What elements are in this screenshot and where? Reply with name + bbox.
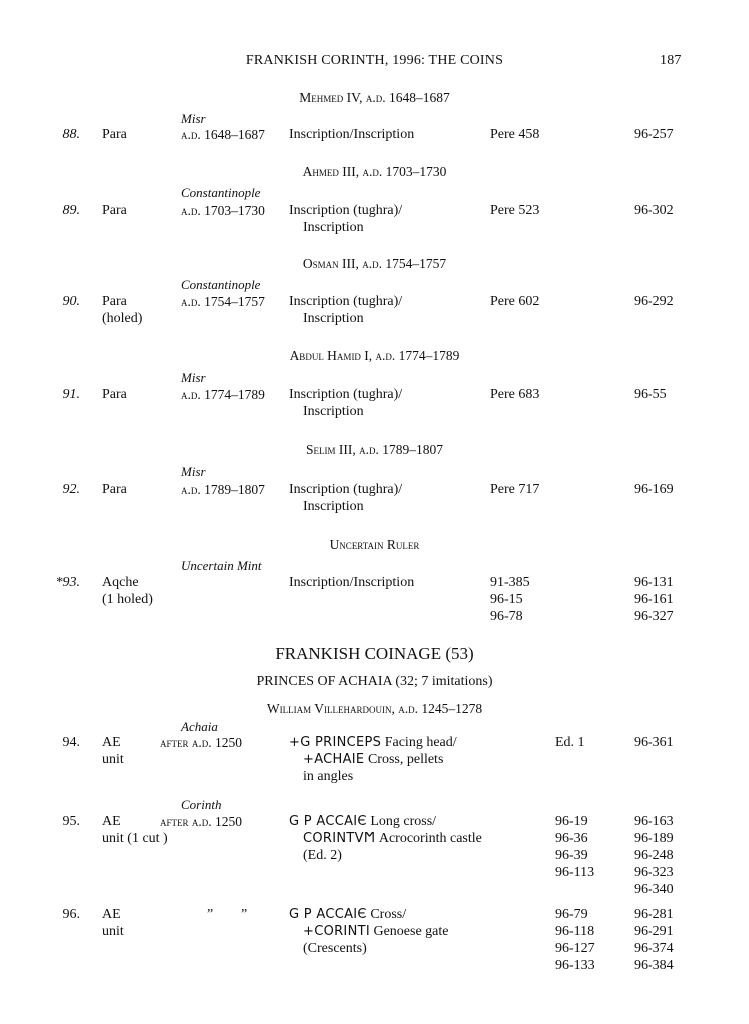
denomination-note: unit — [102, 924, 124, 939]
reference: 96-118 — [555, 924, 595, 939]
inventory-number: 96-248 — [634, 848, 674, 863]
reference: 96-133 — [555, 958, 595, 973]
inventory-number: 96-384 — [634, 958, 674, 973]
inventory-number: 96-327 — [634, 609, 674, 624]
denomination: Para — [102, 387, 127, 402]
reference: 96-127 — [555, 941, 595, 956]
reverse-legend: +ACHAIE — [303, 752, 365, 767]
inventory-number: 96-291 — [634, 924, 674, 939]
inventory-number: 96-55 — [634, 387, 667, 402]
type-description: Inscription/Inscription — [289, 575, 415, 590]
inventory-number: 96-131 — [634, 575, 674, 590]
denomination-note: (holed) — [102, 311, 143, 326]
denomination: AE — [102, 735, 121, 750]
obverse-description: Cross/ — [370, 907, 407, 922]
mint-name: Corinth — [181, 797, 222, 812]
obverse-legend: +G PRINCEPS — [289, 735, 382, 750]
obverse-description: Facing head/ — [384, 735, 457, 750]
denomination: Para — [102, 482, 127, 497]
type-description-cont: Inscription — [303, 499, 364, 514]
mint-name: Constantinople — [181, 277, 261, 292]
inventory-number: 96-163 — [634, 814, 674, 829]
type-description-cont: (Ed. 2) — [303, 848, 342, 863]
denomination: Aqche — [102, 575, 139, 590]
ditto-mark: ” — [207, 907, 214, 922]
obverse-legend: G P ACCAIЄ — [289, 814, 367, 829]
type-description-cont: Inscription — [303, 404, 364, 419]
reference: Pere 683 — [490, 387, 540, 402]
reference: 96-113 — [555, 865, 595, 880]
reverse-legend: +CORINTI — [303, 924, 370, 939]
type-description: Inscription/Inscription — [289, 127, 415, 142]
ditto-mark: ” — [241, 907, 248, 922]
reference: Pere 523 — [490, 203, 540, 218]
reverse-description: Acrocorinth castle — [378, 831, 482, 846]
catalog-number: 96. — [62, 907, 80, 922]
inventory-number: 96-161 — [634, 592, 674, 607]
reference: 96-36 — [555, 831, 588, 846]
date-range: a.d. 1648–1687 — [181, 127, 265, 142]
ruler-heading: Mehmed IV, a.d. 1648–1687 — [299, 90, 450, 105]
mint-name: Uncertain Mint — [181, 558, 262, 573]
catalog-number: 95. — [62, 814, 80, 829]
type-description: Inscription (tughra)/ — [289, 294, 403, 309]
running-title: FRANKISH CORINTH, 1996: THE COINS — [245, 53, 504, 68]
reference: 96-79 — [555, 907, 588, 922]
ruler-heading: Selim III, a.d. 1789–1807 — [306, 442, 443, 457]
type-description-cont: (Crescents) — [303, 941, 367, 956]
reverse-description: Genoese gate — [373, 924, 449, 939]
denomination-note: (1 holed) — [102, 592, 153, 607]
mint-name: Constantinople — [181, 185, 261, 200]
type-description-cont: Inscription — [303, 220, 364, 235]
catalog-number: 91. — [62, 387, 80, 402]
reference: Pere 717 — [490, 482, 540, 497]
reference: 91-385 — [490, 575, 530, 590]
reference: 96-15 — [490, 592, 523, 607]
inventory-number: 96-374 — [634, 941, 674, 956]
inventory-number: 96-169 — [634, 482, 674, 497]
type-description: Inscription (tughra)/ — [289, 203, 403, 218]
type-description-cont — [303, 923, 449, 940]
reference: 96-19 — [555, 814, 588, 829]
inventory-number: 96-340 — [634, 882, 674, 897]
reference: 96-78 — [490, 609, 523, 624]
ruler-heading: William Villehardouin, a.d. 1245–1278 — [266, 701, 483, 716]
denomination: Para — [102, 294, 127, 309]
date-range: a.d. 1774–1789 — [181, 387, 265, 402]
type-description — [289, 813, 436, 830]
denomination-note: unit (1 cut ) — [102, 831, 168, 846]
denomination: AE — [102, 814, 121, 829]
mint-name: Misr — [181, 370, 206, 385]
catalog-number: *93. — [55, 575, 80, 590]
type-description — [289, 906, 406, 923]
inventory-number: 96-323 — [634, 865, 674, 880]
denomination-note: unit — [102, 752, 124, 767]
inventory-number: 96-257 — [634, 127, 674, 142]
catalog-number: 92. — [62, 482, 80, 497]
section-heading: FRANKISH COINAGE (53) — [275, 644, 474, 663]
type-description-cont — [303, 830, 482, 847]
catalog-number: 94. — [62, 735, 80, 750]
inventory-number: 96-281 — [634, 907, 674, 922]
denomination: Para — [102, 127, 127, 142]
ruler-heading: Ahmed III, a.d. 1703–1730 — [302, 164, 447, 179]
ruler-heading: Abdul Hamid I, a.d. 1774–1789 — [289, 348, 460, 363]
date-range: a.d. 1754–1757 — [181, 294, 265, 309]
inventory-number: 96-361 — [634, 735, 674, 750]
obverse-description: Long cross/ — [370, 814, 437, 829]
type-description-cont: Inscription — [303, 311, 364, 326]
catalog-number: 88. — [62, 127, 80, 142]
reverse-legend: CORINTVϺ — [303, 831, 376, 846]
inventory-number: 96-302 — [634, 203, 674, 218]
date-range: a.d. 1789–1807 — [181, 482, 265, 497]
catalog-number: 89. — [62, 203, 80, 218]
ruler-heading: Osman III, a.d. 1754–1757 — [302, 256, 447, 271]
catalog-number: 90. — [62, 294, 80, 309]
reference: Ed. 1 — [555, 735, 585, 750]
date-range: after a.d. 1250 — [160, 735, 243, 750]
obverse-legend: G P ACCAIЄ — [289, 907, 367, 922]
reference: Pere 602 — [490, 294, 540, 309]
reference: 96-39 — [555, 848, 588, 863]
reference: Pere 458 — [490, 127, 540, 142]
subsection-heading: PRINCES OF ACHAIA (32; 7 imitations) — [256, 674, 493, 689]
type-description: Inscription (tughra)/ — [289, 387, 403, 402]
type-description-cont — [303, 751, 443, 768]
denomination: AE — [102, 907, 121, 922]
mint-name: Achaia — [181, 719, 218, 734]
mint-name: Misr — [181, 464, 206, 479]
date-range: after a.d. 1250 — [160, 814, 243, 829]
denomination: Para — [102, 203, 127, 218]
inventory-number: 96-292 — [634, 294, 674, 309]
type-description-cont: in angles — [303, 769, 354, 784]
mint-name: Misr — [181, 111, 206, 126]
type-description — [289, 734, 457, 751]
page-number: 187 — [660, 53, 682, 68]
type-description: Inscription (tughra)/ — [289, 482, 403, 497]
reverse-description: Cross, pellets — [367, 752, 444, 767]
inventory-number: 96-189 — [634, 831, 674, 846]
date-range: a.d. 1703–1730 — [181, 203, 265, 218]
ruler-heading: Uncertain Ruler — [329, 537, 420, 552]
